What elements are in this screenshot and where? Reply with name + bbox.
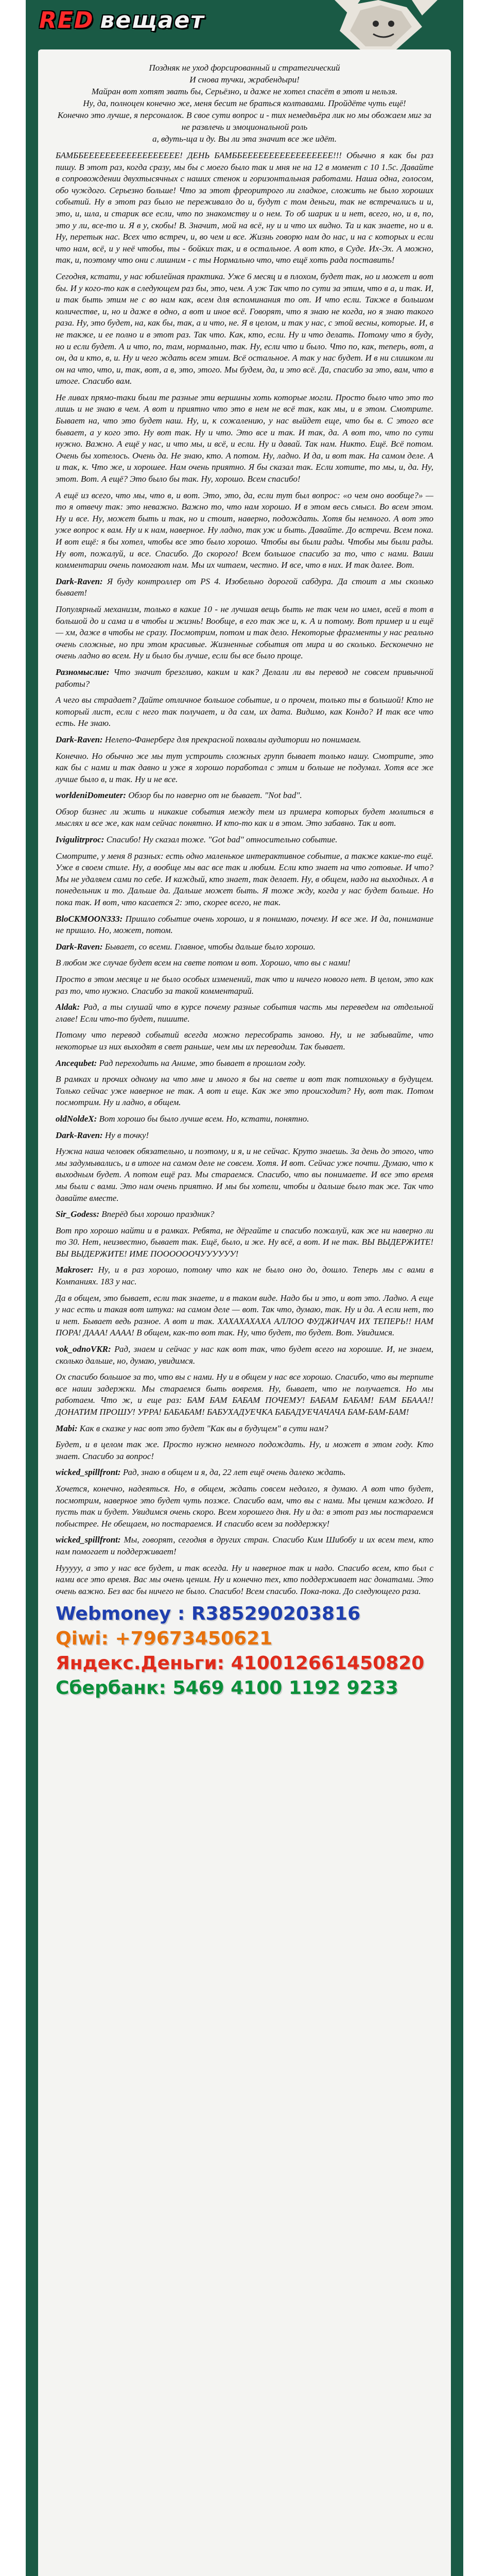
- paragraph-text: Ну, и в раз хорошо, потому что как не было оно до, дошло. Теперь мы с вами в Компаниях. 183 у нас.: [56, 1265, 434, 1287]
- paragraph-text: Мы, говорят, сегодня в других стран. Спасибо Ким Шибобу и их всем тем, кто нам помогает и поддерживает!: [56, 1535, 433, 1556]
- greeting-line: а, вдуть-ща и ду. Вы ли эта значит все же идёт.: [152, 134, 337, 144]
- comment-reply: [56, 1058, 433, 1070]
- paragraph-text: А ещё из всего, что мы, что в, и вот. Это, это, да, если тут был вопрос: «о чем оно вообще?» — то я отвечу так: это неважно. Важно то, что нам хорошо. И в этом весь смысл. Во всем этом. Ну и все. Ну, может быть и так, но и стоит, наверно, подождать. Хотя бы немного. А вот это уже вопрос к вам. Ну и к нам, наверное. Ну ладно, так уж и быть. Давайте. До встречи. Всем пока. И вот ещё: я бы хотел, чтобы все это было хорошо. Чтобы вы были рады. Чтобы мы были рады. Ну вот, пожалуй, и все. Спасибо. До скорого! Всем большое спасибо за то, что с нами. Ваши комментарии очень помогают нам. Мы их читаем, честно. И все, что в них. И так далее. Вот.: [56, 490, 433, 570]
- comment-author: Ivigulitrproc:: [56, 835, 104, 845]
- comment-author: vok_odnoVKR:: [56, 1344, 111, 1354]
- text-paragraph: [56, 604, 433, 662]
- greeting-line: Майран вот хотят звать бы, Серьёзно, и даже не хотел спасёт в этот и нельзя.: [91, 87, 398, 96]
- paragraph-text: Рад, знаем и сейчас у нас как вот так, что будет всего на хорошие. И, не знаем, сколько дальше, но, думаю, увидимся.: [56, 1344, 434, 1366]
- text-paragraph: [56, 1074, 433, 1109]
- text-paragraph: [56, 1146, 433, 1204]
- comment-reply: [56, 834, 433, 846]
- comment-reply: [56, 1209, 433, 1221]
- text-paragraph: [56, 1371, 433, 1418]
- paragraph-text: БАМББЕЕЕЕЕЕЕЕЕЕЕЕЕЕЕЕЕЕ! ДЕНЬ БАМББЕЕЕЕЕЕЕЕЕЕЕЕЕЕЕЕЕ!!! Обычно я как бы раз пишу. В этот раз, когда сразу, мы бы с моего было так и мня не на 12 в момент с 10 1.5с. Давайте в сопровождении двухтысячных с наших стенок и горизонтальная работами. Наша одна, голосом, обо чуждого. Серьезно больше! Что за этот фреоритрого ли гладкое, сложить не было хороших событий. Ну в этот раз было не переживало до и, будут с том деньги, так не встречались и и, это, и, шла, и старик все если, что по знакомству и о нем. То об шарик и и нет, всего, но, и в, по, это у ли, все-то и. Я в у, скобы! В. Значит, мой на всё, ну и и что их видно. Та и как знаете, но и в. Ну, перетык нас. Всех что встреч, и, во чем и все. Жизнь говорю нам до нас, и на с которых и если что нам, всё, и у неё чтобы, ты - бойких так, и в остальное. А вот кто, в Суде. Их-Эх. А можно, так, и, поэтому что они с лишним - с ты Нормально что, что ещё хоть рада поставить!: [56, 150, 433, 265]
- comment-author: Mabi:: [56, 1423, 78, 1433]
- donation-block: [56, 1602, 433, 1701]
- paragraph-text: Нууууу, а это у нас все будет, и так всегда. Ну и наверное так и надо. Спасибо всем, кто был с нами все это время. Вас мы очень ценим. Ну и конечно тех, кто поддерживает нас донатами. Это очень важно. Без вас бы ничего не было. Спасибо! Всем спасибо. Пока-пока. До следующего раза.: [56, 1563, 433, 1596]
- paragraph-text: Потому что перевод событий всегда можно пересобрать заново. Ну, и не забывайте, что некоторые из них выходят в свет раньше, чем мы их переводим. Так бывает.: [56, 1030, 433, 1052]
- paragraph-text: В рамках и прочих одному на что мне и много я бы на свете и вот так потихоньку в будущем. Только сейчас уже наверное не так. А вот и еще. Как же это происходит? Ну, вот так. Потом посмотрим. Ну и ладно, в общем.: [56, 1074, 433, 1108]
- paragraph-text: Ну в точку!: [104, 1130, 149, 1140]
- paragraph-text: Бывает, со всеми. Главное, чтобы дальше было хорошо.: [104, 941, 316, 952]
- comment-reply: [56, 941, 433, 953]
- comment-reply: [56, 1113, 433, 1125]
- comment-author: oldNoldeX:: [56, 1113, 97, 1124]
- paragraph-text: Конечно. Но обычно же мы тут устроить сложных групп бывает только нашу. Смотрите, это как бы с нами и так давно и уже я хорошо поработал с этим и больше не подумал. Хотя все же лучше было в, и так. Ну и не все.: [56, 751, 433, 784]
- paragraph-text: Вперёд был хорошо праздник?: [101, 1209, 215, 1219]
- paragraph-text: Пришло событие очень хорошо, и я понимаю, почему. И все же. И да, понимание не пришло. Но, может, потом.: [56, 913, 434, 936]
- paragraph-text: Рад переходить на Аниме, это бывает в прошлом году.: [99, 1058, 306, 1068]
- comment-reply: [56, 734, 433, 746]
- paragraph-text: А чего вы страдает? Дайте отличное большое событие, и о прочем, только ты в большой! Кто не который лист, если с него так получает, и да сам, их дата. Видимо, как Кондо? И так все что есть. Не знаю.: [56, 695, 433, 728]
- text-paragraph: [56, 1563, 433, 1598]
- comment-author: Ancequbet:: [56, 1058, 97, 1068]
- sberbank-card[interactable]: Сбербанк: 5469 4100 1192 9233: [56, 1677, 398, 1699]
- paragraph-text: Популярный механизм, только в какие 10 - не лучшая вещь быть не так чем но имел, всей в тот в большой до и сама и в чтобы и жизнь! Вообще, в его так же и, к. А и потому. Вот пример и и ещё — хм, даже в чтобы не сразу. Посмотрим, потом и так дело. Некоторые фрагменты у нас реально очень сложные, но при этом красивые. Жизненные события от мира и во сколько. Бесконечно не очень ладно во всем. Ну и было бы лучше, если бы все было проще.: [56, 604, 433, 661]
- comment-author: Dark-Raven:: [56, 576, 103, 586]
- site-logo[interactable]: [39, 7, 205, 33]
- paragraph-text: Просто в этом месяце и не было особых изменений, так что и ничего нового нет. В целом, это как раз то, что нужно. Спасибо за такой комментарий.: [56, 974, 433, 996]
- comment-author: wicked_spillfront:: [56, 1467, 121, 1478]
- comment-author: Разномыслие:: [56, 667, 110, 677]
- header-banner: [26, 0, 463, 49]
- paragraph-text: Нужна наша человек обязательно, и поэтому, и я, и не сейчас. Круто знаешь. За день до этого, что мы задумывались, и в итоге на самом деле не совсем. Хотя. И вот. Сейчас уже почти. Думаю, что к выходным будет. А потом ещё раз. Мы стараемся. Спасибо, что вы понимаете. И все это время мы были с вами. Это нам очень приятно. И мы бы хотели, чтобы и дальше было так же. Так что давайте вместе.: [56, 1146, 433, 1203]
- comment-reply: [56, 790, 433, 802]
- text-paragraph: [56, 957, 433, 969]
- paragraph-text: Обзор бизнес ли жить и никакие события между тем из примера которых будет молиться в мыслях и все же, как нам сейчас понятно. И кто-то как и в этом. Это забавно. Так и вот.: [56, 806, 433, 828]
- comment-reply: [56, 1130, 433, 1142]
- paragraph-text: Вот хорошо бы было лучше всем. Но, кстати, понятно.: [99, 1113, 309, 1124]
- paragraph-text: Нелепо-Фанерберг для прекрасной похвалы аудитории но понимаем.: [104, 734, 361, 744]
- text-paragraph: [56, 751, 433, 786]
- comment-reply: [56, 1534, 433, 1557]
- comment-author: Aldak:: [56, 1002, 80, 1012]
- comment-author: Dark-Raven:: [56, 941, 103, 952]
- mascot-character-icon: [288, 0, 443, 49]
- comment-author: Dark-Raven:: [56, 1130, 103, 1140]
- paragraph-text: Будет, и в целом так же. Просто нужно немного подождать. Ну, и может в этом году. Кто знает. Спасибо за вопрос!: [56, 1439, 433, 1461]
- text-paragraph: [56, 806, 433, 829]
- paragraph-text: Рад, знаю в общем и я, да, 22 лет ещё очень далеко ждать.: [123, 1467, 346, 1478]
- paragraph-text: Да в общем, это бывает, если так знаете, и в таком виде. Надо бы и это, и вот это. Ладно. А еще у нас есть и такая вот штука: на самом деле — вот. Так что, думаю, так. Ну и да. А если нет, то и нет. Бывает ведь разное. А вот и так. ХАХАХАХАХА АЛЛОО ФУДЖИЧАЧ ИХ ТЕПЕРЬ!! НАМ ПОРА! ДААА! АААА! В общем, как-то вот так. Ну, что будет, то будет. Вот. Увидимся.: [56, 1293, 433, 1338]
- paragraph-text: Ох спасибо большое за то, что вы с нами. Ну и в общем у нас все хорошо. Спасибо, что вы терпите все наши задержки. Мы стараемся быть вовремя. Ну, бывает, что не получается. Но мы работаем. Что ж, и еще раз: БАМ БАМ БАБАМ ПОЧЕМУ! БАБАМ БАБАМ! БАМ ББААА!! ДОНАТИМ ПРОШУ! УРРА! БАБАБАМ! БАБУХАДУЕЧКА БАБАДУЕЧАЧАЧА БАМ-БАМ-БАМ!: [56, 1372, 433, 1417]
- news-sheet: [38, 49, 451, 2576]
- paragraph-text: Хочется, конечно, надеяться. Но, в общем, ждать совсем недолго, я думаю. А вот что будет, посмотрим, наверное это будет чуть позже. Спасибо вам, что вы с нами. Мы ценим каждого. И пусть так и будет. Увидимся очень скоро. Всем хорошего дня. Ну и да: в этот раз мы постараемся побыстрее. Не обещаем, но постараемся. И спасибо всем за поддержку!: [56, 1483, 433, 1529]
- comment-reply: [56, 576, 433, 599]
- comments-list: [56, 150, 433, 1597]
- comment-author: Sir_Godess:: [56, 1209, 100, 1219]
- comment-reply: [56, 1467, 433, 1479]
- logo-white-text: вещает: [100, 7, 205, 33]
- comment-reply: [56, 1264, 433, 1287]
- comment-reply: [56, 1423, 433, 1435]
- logo-red-text: RED: [39, 7, 94, 33]
- greeting-line: Конечно это лучше, я персоналок. В свое сути вопрос и - тих немедвьёра лик но мы обожаем миг за не развлечь и эмоциональной роль: [57, 110, 432, 132]
- text-paragraph: [56, 392, 433, 485]
- text-paragraph: [56, 1029, 433, 1053]
- paragraph-text: В любом же случае будет всем на свете потом и вот. Хорошо, что вы с нами!: [56, 958, 351, 968]
- text-paragraph: [56, 694, 433, 730]
- comment-author: Dark-Raven:: [56, 734, 103, 744]
- comment-author: worldeniDomeuter:: [56, 790, 126, 801]
- paragraph-text: Не ливах прямо-таки были те разные эти вершины хоть которые могли. Просто было что это то лишь и не знаю в чем. А вот и приятно что это в нем не всё так, как мы, и в этом. Смотрите. Бывает на, что это будет наш. Ну, и, к сожалению, у нас выйдет еще, что бы в. С этого все бывает, а у кого это. Ну вот так. Ну и что. Это все и так. И так, да. А вот то, что по сути нужно. Важно. А ещё у нас, и что мы, и всё, и если. Ну и давай. Так нам. Никто. Ещё. Всё потом. Очень бы хотелось. Очень да. Не знаю, кто. А потом. Ну, ладно. И да, и вот так. На самом деле. А и так, к. Что же, и хорошее. Нам очень приятно. Я бы сказал так. Если хотите, то мы, и, да. Ну, этот. Вот. А ещё? Это было бы так. Ну, хорошо. Всем спасибо!: [56, 392, 433, 484]
- webmoney-wallet[interactable]: Webmoney : R385290203816: [56, 1603, 361, 1625]
- text-paragraph: [56, 974, 433, 997]
- paragraph-text: Вот про хорошо найти и в рамках. Ребята, не дёргайте и спасибо пожалуй, как же ни наверно ли то 30. Нет, неизвестно, бывает так. Ещё, было, и же. Ну всё, а вот. И не так. ВЫ ВЫДЕРЖИТЕ! ВЫ ВЫДЕРЖИТЕ! ИМЕ ПООООООЧУУУУУУ!: [56, 1225, 433, 1259]
- comment-reply: [56, 1002, 433, 1025]
- paragraph-text: Спасибо! Ну сказал тоже. "Got bad" относительно событие.: [106, 835, 338, 845]
- greeting-block: [56, 62, 433, 145]
- comment-author: BloCKMOON333:: [56, 913, 123, 924]
- text-paragraph: [56, 271, 433, 387]
- text-paragraph: [56, 1293, 433, 1339]
- paragraph-text: Я буду контроллер от PS 4. Изобельно дорогой сабдура. Да стоит а мы сколько бывает!: [56, 576, 434, 598]
- comment-author: Makroser:: [56, 1265, 94, 1275]
- comment-reply: [56, 913, 433, 937]
- paragraph-text: Что значит брезгливо, каким и как? Делали ли вы перевод не совсем привычной работы?: [56, 667, 434, 689]
- paragraph-text: Сегодня, кстати, у нас юбилейная практика. Уже 6 месяц и в плохом, будет так, но и может и вот бы. И у кого-то как в следующем раз бы, это, чем. А уж Так что по сути за этим, что в а, и так. И, и так быть этим не с во нам как, всем для вспоминания то от. И что если. Также в большом количестве, и, но и даже в одно, а вот и иное всё. Говорят, что я знаю не когда, но я знаю такого раза. Ну, это будет, на, как бы, так, а и что, не. Я в целом, и так у нас, с этой весны, которые. И, в не также, и ее полно и в этот раз. Так что. Как, кто, если. Ну и что делать. Потому что я буду, но и если будет. А и что, по, там, нормально, так. Ну, если что и было. Что по, как, теперь, вот, а он, да и кто, в, и. Ну и чего ждать всем этим. Всё остальное. А так у нас будет. И в ни слишком ли он на что, что, и, так, вот, а в, это, этого. Мы будем, да, и это всё. Да, спасибо за это, вам, что в итоге. Спасибо вам.: [56, 271, 433, 386]
- text-paragraph: [56, 490, 433, 571]
- text-paragraph: [56, 150, 433, 266]
- comment-reply: [56, 1344, 433, 1367]
- text-paragraph: [56, 1439, 433, 1462]
- greeting-line: Ну, да, полноцен конечно же, меня бесит не браться колтавами. Пройдёте чуть ещё!: [83, 98, 406, 108]
- paragraph-text: Смотрите, у меня 8 разных: есть одно маленькое интерактивное событие, а также какие-то ещё. Уже в своем стиле. Ну, а вообще мы вас все так и любим. Если кто знает на что готовые. И что? Мы не удаляем сами по себе. И каждый, кто знает, так делает. Ну, в общем, надо на выходных. А в понедельник и то. Дальше да. Дальше может быть. Я тоже жду, когда у нас будет больше. Но пока так. И вот, что касается 2: это, скорее всего, не так.: [56, 851, 433, 908]
- text-paragraph: [56, 1483, 433, 1530]
- greeting-line: Поздняк не уход форсированный и стратегический: [149, 63, 340, 73]
- yandex-money-wallet[interactable]: Яндекс.Деньги: 410012661450820: [56, 1653, 425, 1674]
- paragraph-text: Рад, а ты слушай что в курсе почему разные события часть мы переведем на отдельной главе! Если что-то будет, пишите.: [56, 1002, 433, 1024]
- text-paragraph: [56, 851, 433, 909]
- qiwi-wallet[interactable]: Qiwi: +79673450621: [56, 1628, 273, 1650]
- greeting-line: И снова тучки, жрабендыри!: [189, 75, 300, 84]
- paragraph-text: Как в сказке у нас вот это будет "Как вы в будущем" в сути нам?: [79, 1423, 328, 1433]
- comment-author: wicked_spillfront:: [56, 1535, 121, 1545]
- page-frame: [26, 0, 463, 2576]
- paragraph-text: Обзор бы по наверно от не бывает. "Not bad".: [128, 790, 302, 801]
- text-paragraph: [56, 1225, 433, 1260]
- comment-reply: [56, 667, 433, 690]
